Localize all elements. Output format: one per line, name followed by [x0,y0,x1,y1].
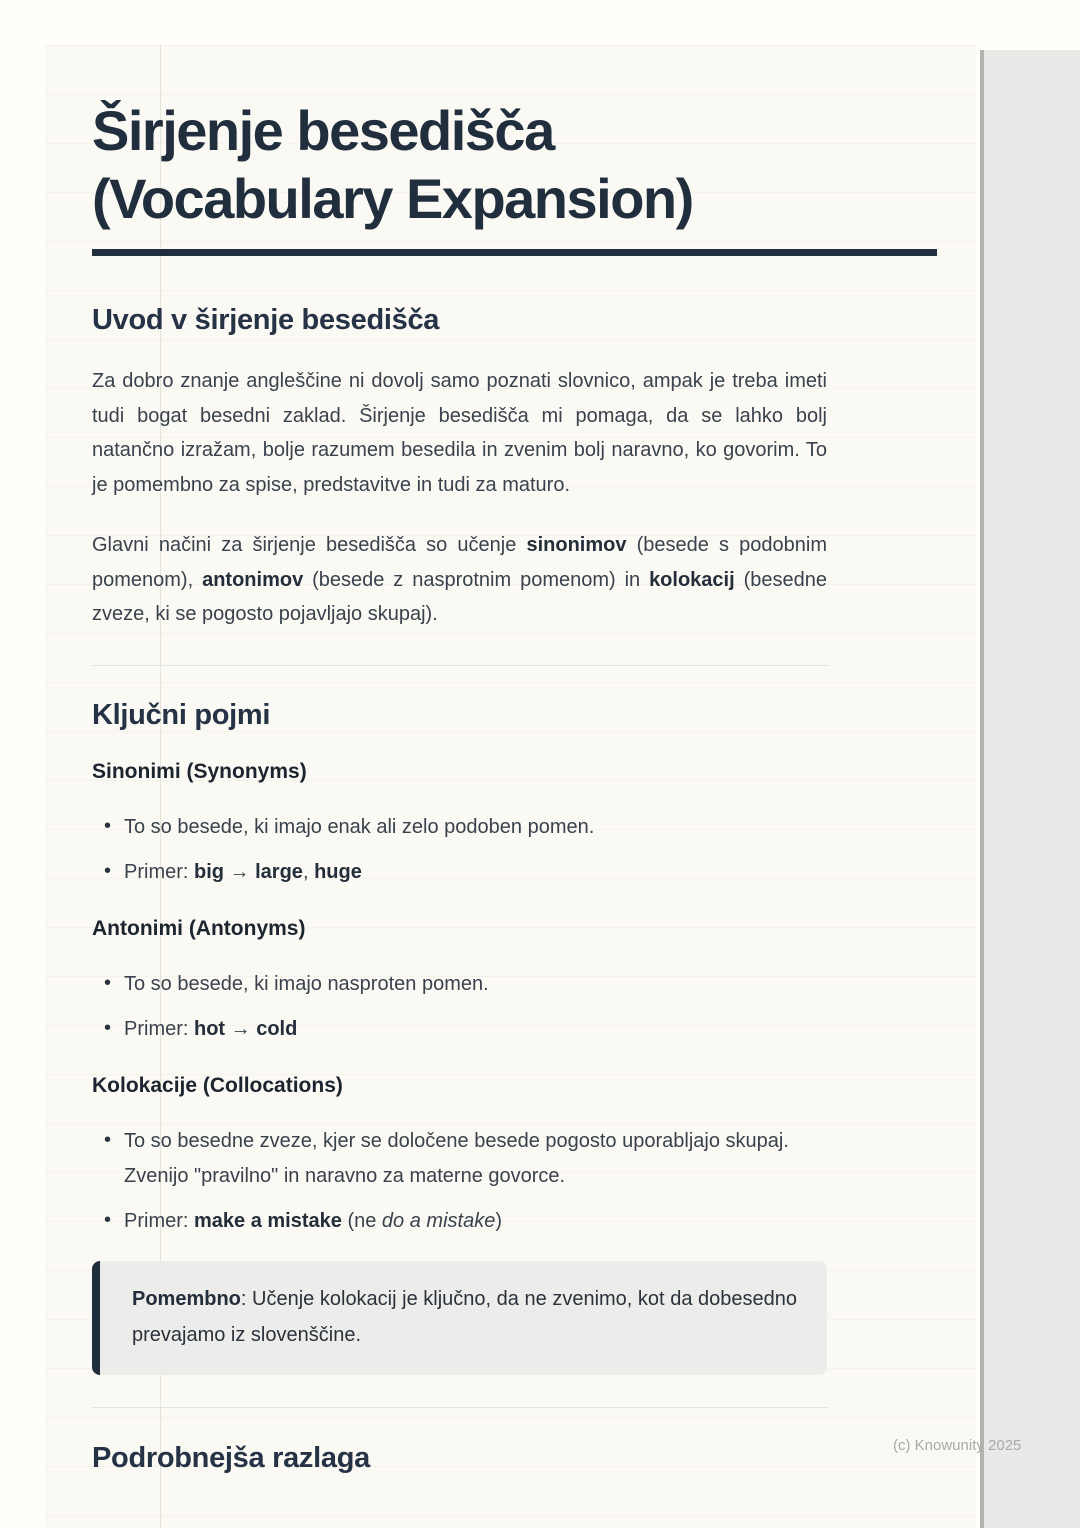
section-divider [92,1407,829,1408]
page-title-line-1: Širjenje besedišča [92,99,554,162]
intro-section-heading: Uvod v širjenje besedišča [92,304,440,336]
collocations-subheading: Kolokacije (Collocations) [92,1073,343,1097]
important-callout-text: Pomembno: Učenje kolokacij je ključno, da ne zvenimo, kot da dobesedno prevajamo iz slovenščine. [132,1287,797,1346]
page-content [45,45,875,1476]
list-item: • To so besede, ki imajo nasproten pomen. [124,967,827,1002]
list-item: • Primer: big → large, huge [124,855,827,890]
key-terms-heading: Ključni pojmi [92,698,271,731]
intro-paragraph-1: Za dobro znanje angleščine ni dovolj samo poznati slovnico, ampak je treba imeti tudi bogat besedni zaklad. Širjenje besedišča mi pomaga, da se lahko bolj natančno izražam, bolje razumem besedila in zvenim bolj naravno, ko govorim. To je pomembno za spise, predstavitve in tudi za maturo. [92,370,827,496]
watermark: (c) Knowunity 2025 [893,1437,1022,1454]
important-callout [92,1261,827,1375]
list-item: • Primer: hot → cold [124,1012,827,1047]
viewer-side-panel [980,50,1080,1528]
page-title [92,97,875,233]
list-item: • To so besede, ki imajo enak ali zelo podoben pomen. [124,810,827,845]
document-page [45,45,976,1528]
synonyms-list [92,810,827,890]
synonyms-subheading: Sinonimi (Synonyms) [92,759,307,783]
antonyms-subheading: Antonimi (Antonyms) [92,916,306,940]
list-item: • Primer: make a mistake (ne do a mistake) [124,1204,827,1239]
list-item: • To so besedne zveze, kjer se določene besede pogosto uporabljajo skupaj. Zvenijo "pravilno" in naravno za materne govorce. [124,1124,827,1194]
page-title-line-2: (Vocabulary Expansion) [92,167,693,230]
antonyms-list [92,967,827,1047]
collocations-list [92,1124,827,1239]
next-section-heading: Podrobnejša razlaga [92,1441,370,1474]
intro-paragraph-2: Glavni načini za širjenje besedišča so učenje sinonimov (besede s podobnim pomenom), antonimov (besede z nasprotnim pomenom) in kolokacij (besedne zveze, ki se pogosto pojavljajo skupaj). [92,534,827,625]
title-underline-rule [92,249,937,256]
section-divider [92,665,829,666]
